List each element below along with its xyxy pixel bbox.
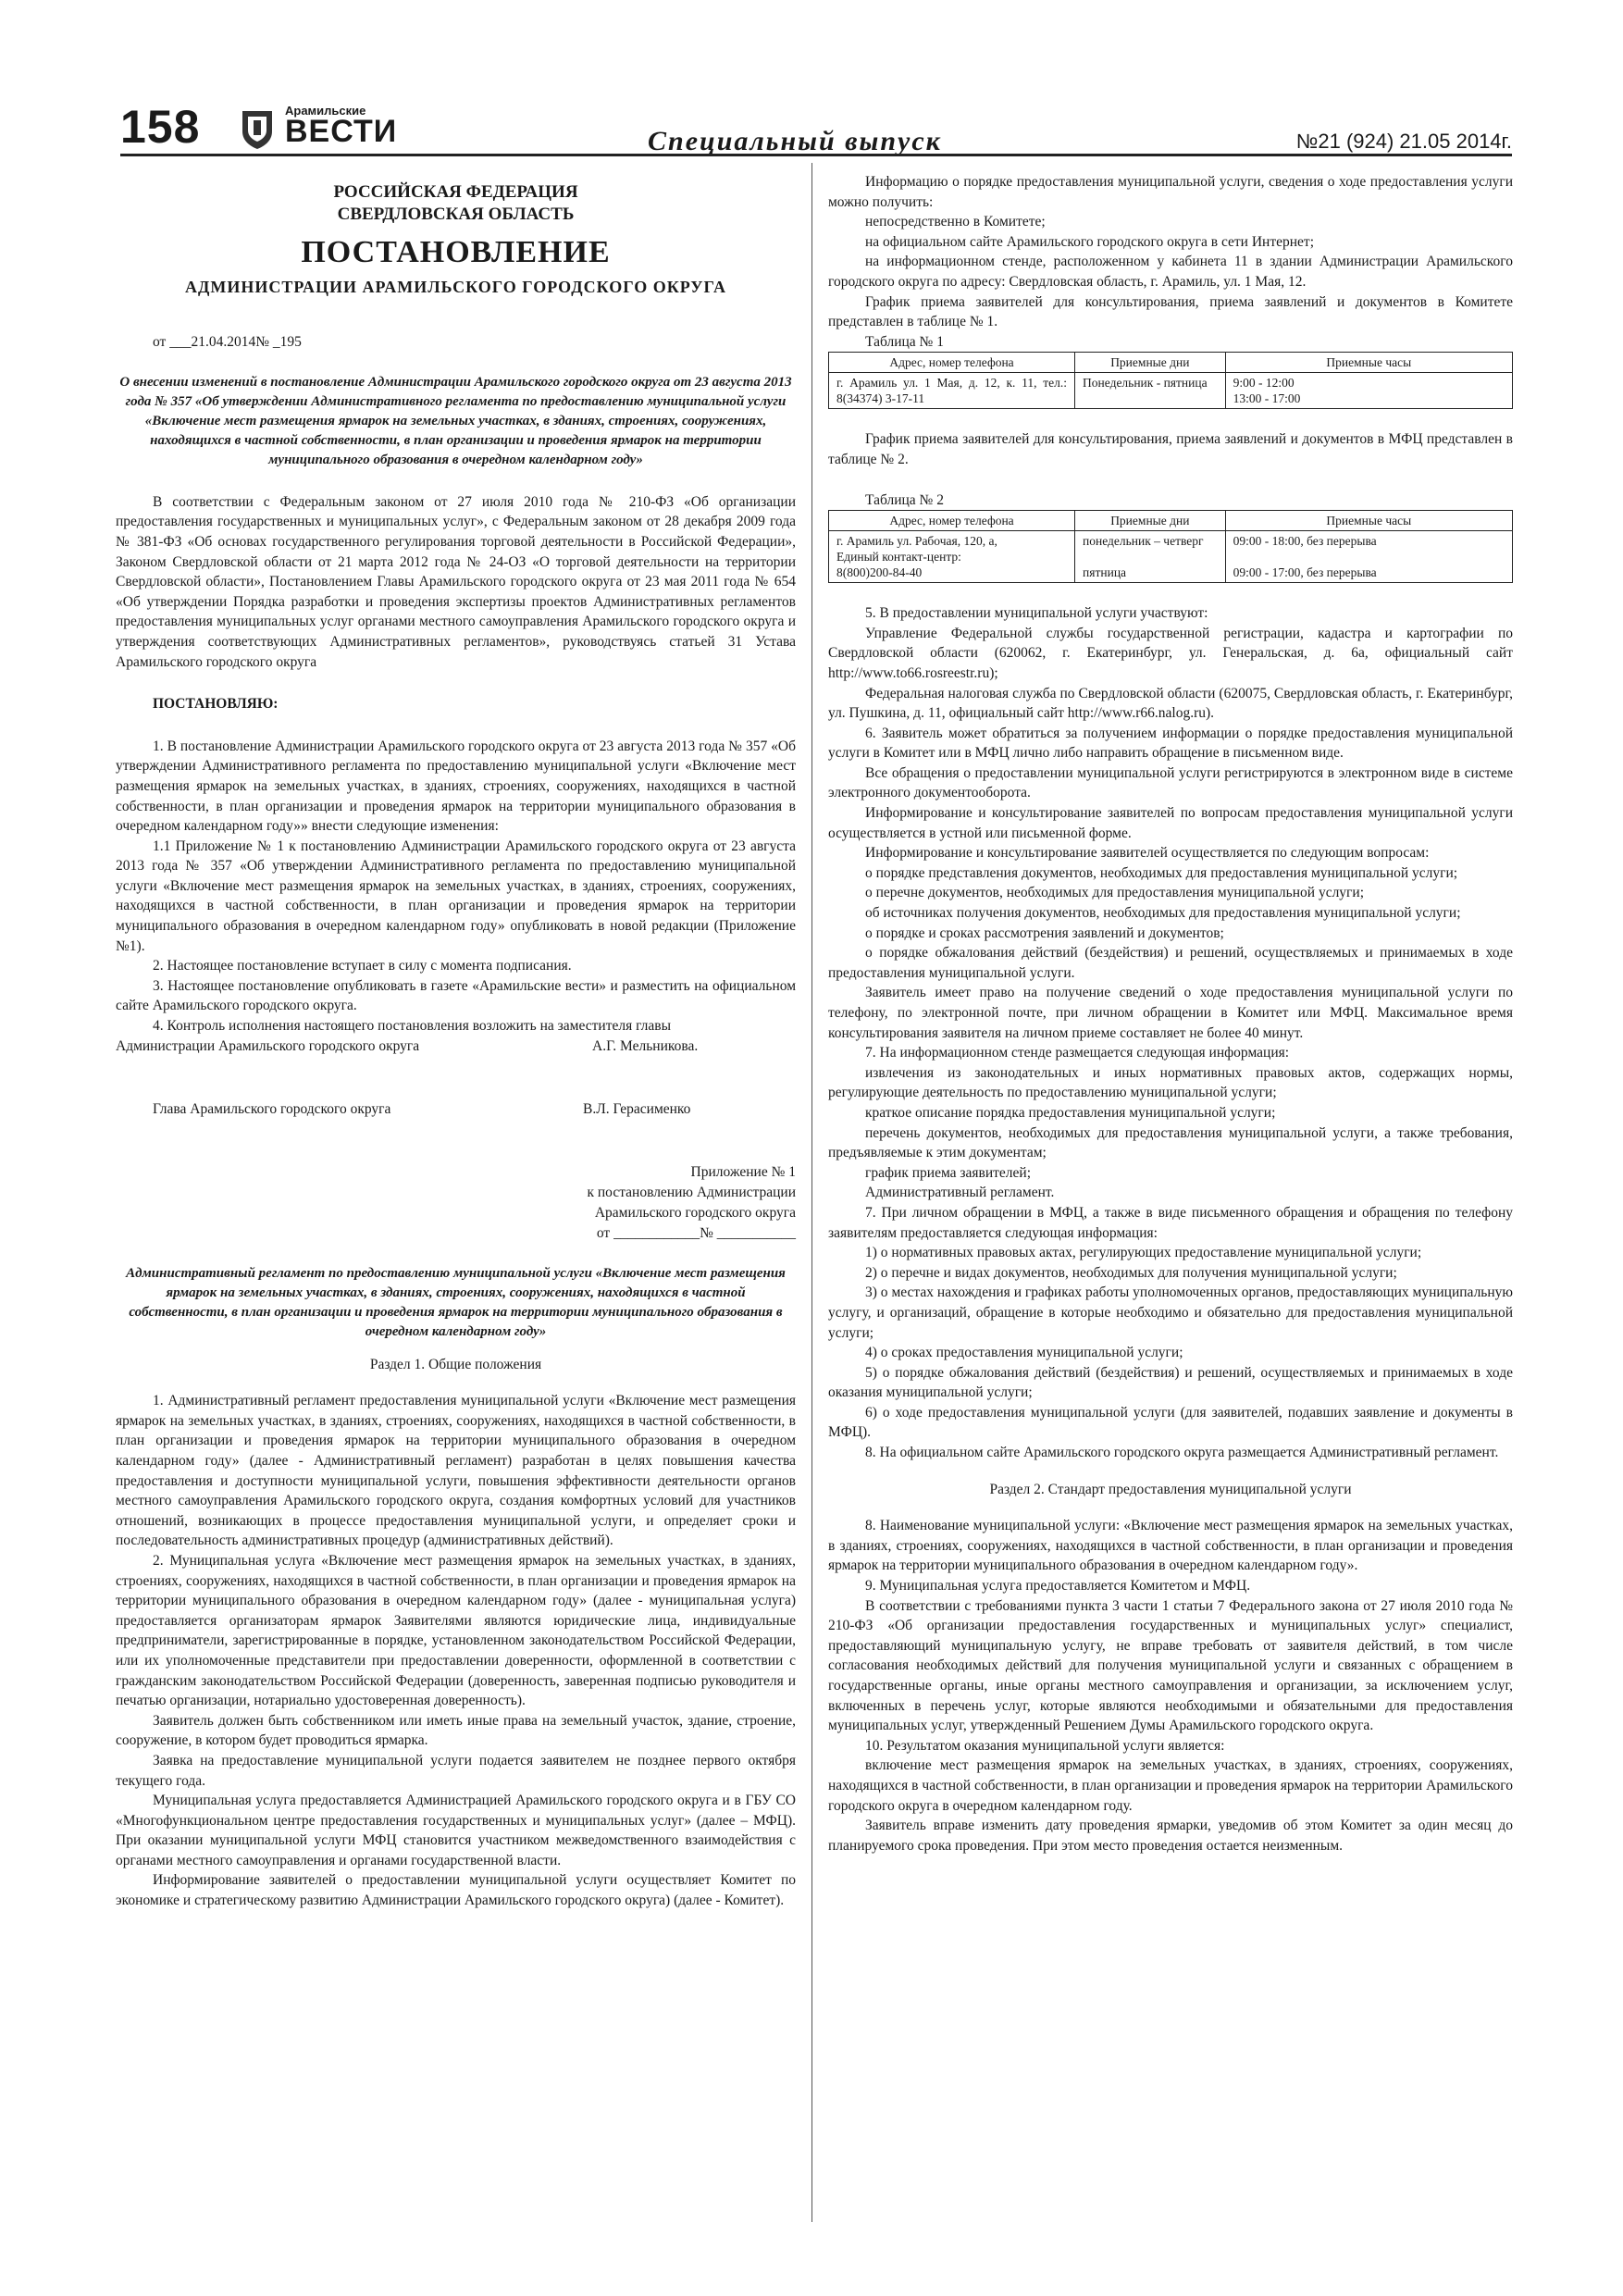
s1-paragraph-3: Заявитель должен быть собственником или иметь иные права на земельный участок, здание, строение, сооружение, в котором будет проводиться ярмарка.	[116, 1712, 796, 1749]
paragraph-1-1: 1.1 Приложение № 1 к постановлению Администрации Арамильского городского округа от 23 августа 2013 года № 357 «Об утверждении Административного регламента по предоставлению муниципальной услуги «Включение мест размещения ярмарок на земельных участках, в зданиях, строениях, сооружениях, находящихся в частной собственности, в план организации и проведения ярмарок на территории муниципального образования в очередном календарном году» опубликовать в новой редакции (Приложение №1).	[116, 838, 796, 954]
appendix-line-2: к постановлению Администрации	[587, 1184, 796, 1200]
decree-word: ПОСТАНОВЛЯЮ:	[153, 696, 279, 713]
table-1	[828, 352, 1513, 409]
head-name: В.Л. Герасименко	[583, 1100, 691, 1117]
table-1-header-row	[829, 353, 1513, 373]
r-paragraph-37: 10. Результатом оказания муниципальной услуги является:	[865, 1737, 1225, 1754]
r-paragraph-31: 5) о порядке обжалования действий (бездействия) и решений, осуществляемых и принимаемых в ходе оказания муниципальной услуги;	[828, 1364, 1513, 1401]
r-paragraph-13: Информирование и консультирование заявителей осуществляется по следующим вопросам:	[865, 845, 1430, 862]
r-paragraph-10: 6. Заявитель может обратиться за получением информации о порядке предоставления муниципальной услуги в Комитет или в МФЦ лично либо направить обращение в письменном виде.	[828, 725, 1513, 762]
hours-line: 09:00 - 17:00, без перерыва	[1233, 565, 1377, 580]
r-paragraph-35: 9. Муниципальная услуга предоставляется Комитетом и МФЦ.	[865, 1578, 1251, 1595]
deputy-name: А.Г. Мельникова.	[592, 1037, 699, 1054]
appendix-line-1: Приложение № 1	[690, 1163, 796, 1180]
country-heading: РОССИЙСКАЯ ФЕДЕРАЦИЯ	[333, 182, 578, 202]
appendix-line-4: от ____________№ ___________	[596, 1224, 796, 1241]
paragraph-3: 3. Настоящее постановление опубликовать в газете «Арамильские вести» и разместить на официальном сайте Арамильского городского округа.	[116, 977, 796, 1014]
s1-paragraph-1: 1. Административный регламент предоставления муниципальной услуги «Включение мест размещения ярмарок на земельных участках, в зданиях, строениях, сооружениях, находящихся в частной собственности, в план организации и проведения ярмарок на территории муниципального образования в очередном календарном году» (далее - Административный регламент) разработан в целях повышения качества предоставления и доступности муниципальной услуги, повышения эффективности деятельности органов местного самоуправления Арамильского городского округа, создания комфортных условий для участников отношений, возникающих в процессе предоставления муниципальной услуги, и определяет сроки и последовательность административных процедур (административных действий).	[116, 1393, 796, 1549]
table-2	[828, 510, 1513, 583]
days-line: понедельник – четверг	[1083, 534, 1204, 549]
table-cell: Приемные часы	[1225, 353, 1512, 373]
header-divider	[120, 154, 1512, 156]
r-paragraph-36: В соответствии с требованиями пункта 3 части 1 статьи 7 Федерального закона от 27 июля 2010 года № 210-ФЗ «Об организации предоставления государственных и муниципальных услуг» специалист, предоставляющий муниципальную услугу, не вправе требовать от заявителя действий, в том числе согласования необходимых действий для получения муниципальной услуги и связанных с обращением в государственные органы, иные органы местного самоуправления и организации, за исключением услуг, включенных в перечень услуг, которые являются необходимыми и обязательными для предоставления муниципальных услуг, утвержденный Решением Думы Арамильского городского округа.	[828, 1597, 1513, 1734]
table-2-header-row	[829, 511, 1513, 531]
r-paragraph-21: извлечения из законодательных и иных нормативных правовых актов, содержащих нормы, регулирующие деятельность по предоставлению муниципальной услуги;	[828, 1064, 1513, 1101]
table-1-caption: Таблица № 1	[865, 333, 944, 350]
table-cell	[1225, 373, 1512, 409]
r-paragraph-19: Заявитель имеет право на получение сведений о ходе предоставления муниципальной услуги по телефону, по электронной почте, при личном обращении в Комитет или МФЦ. Максимальное время консультирования заявителя на личном приеме составляет не более 40 минут.	[828, 985, 1513, 1041]
r-paragraph-4: на информационном стенде, расположенном у кабинета 11 в здании Администрации Арамильского городского округа по адресу: Свердловская область, г. Арамиль, ул. 1 Мая, 12.	[828, 254, 1513, 290]
r-paragraph-3: на официальном сайте Арамильского городского округа в сети Интернет;	[865, 233, 1315, 250]
r-paragraph-2: непосредственно в Комитете;	[865, 214, 1046, 230]
newspaper-logo	[239, 104, 401, 150]
days-line: пятница	[1083, 565, 1127, 580]
table-2-caption: Таблица № 2	[865, 491, 944, 508]
address-line: 8(800)200-84-40	[836, 565, 923, 580]
address-line: г. Арамиль ул. Рабочая, 120, а,	[836, 534, 997, 549]
r-paragraph-39: Заявитель вправе изменить дату проведения ярмарки, уведомив об этом Комитет за один месяц до планируемого срока проведения. При этом место проведения остается неизменным.	[828, 1818, 1513, 1854]
r-paragraph-32: 6) о ходе предоставления муниципальной услуги (для заявителей, подавших заявление и документы в МФЦ).	[828, 1404, 1513, 1441]
r-paragraph-5: График приема заявителей для консультирования, приема заявлений и документов в Комитете представлен в таблице № 1.	[828, 293, 1513, 330]
table-cell: г. Арамиль ул. 1 Мая, д. 12, к. 11, тел.: 8(34374) 3-17-11	[829, 373, 1075, 409]
table-row	[829, 373, 1513, 409]
section-1-heading: Раздел 1. Общие положения	[369, 1356, 542, 1372]
r-paragraph-34: 8. Наименование муниципальной услуги: «Включение мест размещения ярмарок на земельных участках, в зданиях, строениях, сооружениях, находящихся в частной собственности, в план организации и проведения ярмарок на территории муниципального образования в очередном календарном году».	[828, 1518, 1513, 1574]
r-paragraph-6: График приема заявителей для консультирования, приема заявлений и документов в МФЦ представлен в таблице № 2.	[828, 431, 1513, 467]
r-paragraph-1: Информацию о порядке предоставления муниципальной услуги, сведения о ходе предоставления услуги можно получить:	[828, 174, 1513, 210]
logo-title: ВЕСТИ	[285, 114, 398, 149]
region-heading: СВЕРДЛОВСКАЯ ОБЛАСТЬ	[337, 205, 575, 224]
r-paragraph-38: включение мест размещения ярмарок на земельных участках, в зданиях, строениях, сооружениях, находящихся в частной собственности, в план организации и проведения ярмарок на территории Арамильского городского округа в очередном календарном году.	[828, 1757, 1513, 1814]
r-paragraph-18: о порядке обжалования действий (бездействия) и решений, осуществляемых и принимаемых в ходе предоставления муниципальной услуги.	[828, 945, 1513, 981]
authority-heading: АДМИНИСТРАЦИИ АРАМИЛЬСКОГО ГОРОДСКОГО ОКРУГА	[184, 277, 727, 296]
issue-info: №21 (924) 21.05 2014г.	[1295, 130, 1512, 153]
document-type-heading: ПОСТАНОВЛЕНИЕ	[301, 235, 611, 269]
r-paragraph-15: о перечне документов, необходимых для предоставления муниципальной услуги;	[865, 885, 1365, 901]
r-paragraph-29: 3) о местах нахождения и графиках работы уполномоченных органов, предоставляющих муниципальную услугу, и организаций, обращение в которые необходимо и обязательно для предоставления муниципальной услуги;	[828, 1285, 1513, 1341]
r-paragraph-26: 7. При личном обращении в МФЦ, а также в виде письменного обращения и обращения по телефону заявителям предоставляется следующая информация:	[828, 1204, 1513, 1241]
paragraph-2: 2. Настоящее постановление вступает в силу с момента подписания.	[153, 958, 572, 974]
table-cell: Понедельник - пятница	[1075, 373, 1226, 409]
r-paragraph-7: 5. В предоставлении муниципальной услуги участвуют:	[865, 605, 1208, 622]
logo-subtitle: Арамильские	[285, 104, 366, 118]
regulation-title: Административный регламент по предоставлению муниципальной услуги «Включение мест размещения ярмарок на земельных участках, в зданиях, строениях, сооружениях, находящихся в частной собственности, в план организации и проведения ярмарок на территории муниципального образования в очередном календарном году»	[126, 1265, 786, 1339]
r-paragraph-25: Административный регламент.	[865, 1185, 1055, 1201]
r-paragraph-30: 4) о сроках предоставления муниципальной услуги;	[865, 1345, 1183, 1361]
table-cell: Приемные дни	[1075, 353, 1226, 373]
address-line: Единый контакт-центр:	[836, 550, 961, 565]
deputy-org: Администрации Арамильского городского округа	[116, 1037, 420, 1054]
right-column	[828, 172, 1513, 1855]
table-cell: Приемные часы	[1225, 511, 1512, 531]
table-cell	[829, 531, 1075, 583]
r-paragraph-16: об источниках получения документов, необходимых для предоставления муниципальной услуги;	[865, 905, 1461, 922]
hours-line: 13:00 - 17:00	[1233, 391, 1301, 406]
table-cell: Адрес, номер телефона	[829, 353, 1075, 373]
appendix-line-3: Арамильского городского округа	[594, 1204, 796, 1221]
r-paragraph-8: Управление Федеральной службы государственной регистрации, кадастра и картографии по Свердловской области (620062, г. Екатеринбург, ул. Генеральская, д. 6а, официальный сайт http://www.to66.rosreestr.ru);	[828, 625, 1513, 681]
special-issue-label: Специальный выпуск	[648, 126, 942, 156]
r-paragraph-12: Информирование и консультирование заявителей по вопросам предоставления муниципальной услуги осуществляется в устной или письменной форме.	[828, 805, 1513, 841]
appendix-block	[551, 1162, 796, 1244]
table-cell	[1225, 531, 1512, 583]
r-paragraph-28: 2) о перечне и видах документов, необходимых для получения муниципальной услуги;	[865, 1264, 1397, 1281]
deputy-signature-row	[116, 1036, 796, 1057]
r-paragraph-9: Федеральная налоговая служба по Свердловской области (620075, Свердловская область, г. Екатеринбург, ул. Пушкина, д. 11, официальный сайт http://www.r66.nalog.ru).	[828, 685, 1513, 722]
r-paragraph-27: 1) о нормативных правовых актах, регулирующих предоставление муниципальной услуги;	[865, 1245, 1422, 1261]
hours-line: 9:00 - 12:00	[1233, 376, 1295, 391]
head-signature-row	[116, 1099, 796, 1120]
preamble: В соответствии с Федеральным законом от 27 июля 2010 года № 210-ФЗ «Об организации предоставления государственных и муниципальных услуг», с Федеральным законом от 28 декабря 2009 года № 381-ФЗ «Об основах государственного регулирования торговой деятельности в Российской Федерации», Законом Свердловской области от 21 марта 2012 года № 24-ОЗ «О торговой деятельности на территории Свердловской области», Постановлением Главы Арамильского городского округа от 23 мая 2011 года № 654 «Об утверждении Порядка разработки и проведения экспертизы проектов Административных регламентов предоставления муниципальных услуг органами местного самоуправления Арамильского городского округа и утверждения соответствующих Административных регламентов», руководствуясь статьей 31 Устава Арамильского городского округа	[116, 493, 796, 670]
coat-of-arms-icon	[239, 107, 276, 150]
paragraph-1: 1. В постановление Администрации Арамильского городского округа от 23 августа 2013 года № 357 «Об утверждении Административного регламента по предоставлению муниципальной услуги «Включение мест размещения ярмарок на земельных участках, в зданиях, строениях, сооружениях, находящихся в частной собственности, в план организации и проведения ярмарок на территории муниципального образования в очередном календарном году»» внести следующие изменения:	[116, 738, 796, 835]
r-paragraph-14: о порядке представления документов, необходимых для предоставления муниципальной услуги;	[865, 864, 1458, 881]
s1-paragraph-6: Информирование заявителей о предоставлении муниципальной услуги осуществляет Комитет по экономике и стратегическому развитию Администрации Арамильского городского округа) (далее - Комитет).	[116, 1872, 796, 1909]
r-paragraph-17: о порядке и сроках рассмотрения заявлений и документов;	[865, 925, 1224, 941]
table-cell	[1075, 531, 1226, 583]
s1-paragraph-2: 2. Муниципальная услуга «Включение мест размещения ярмарок на земельных участках, в зданиях, строениях, сооружениях, находящихся в частной собственности, в план организации и проведения ярмарок на территории муниципального образования в очередном календарном году» (далее - муниципальная услуга) предоставляется организаторам ярмарок Заявителями являются юридические лица, индивидуальные предприниматели, зарегистрированные в порядке, установленном законодательством Российской Федерации, или их уполномоченные представители при предоставлении доверенности, оформленной в соответствии с гражданским законодательством Российской Федерации (доверенность, заверенная подписью руководителя и печатью организации, нотариально удостоверенная доверенность).	[116, 1552, 796, 1709]
r-paragraph-23: перечень документов, необходимых для предоставления муниципальной услуги, а также требования, предъявляемые к этим документам;	[828, 1124, 1513, 1161]
decree-subject: О внесении изменений в постановление Администрации Арамильского городского округа от 23 августа 2013 года № 357 «Об утверждении Административного регламента по предоставлению муниципальной услуги «Включение мест размещения ярмарок на земельных участках, в зданиях, строениях, сооружениях, находящихся в частной собственности, в план организации и проведения ярмарок на территории муниципального образования в очередном календарном году»	[119, 374, 792, 467]
page-number: 158	[120, 101, 201, 153]
table-row	[829, 531, 1513, 583]
r-paragraph-11: Все обращения о предоставлении муниципальной услуги регистрируются в электронном виде в системе электронного документооборота.	[828, 764, 1513, 801]
hours-line: 09:00 - 18:00, без перерыва	[1233, 534, 1377, 549]
r-paragraph-20: 7. На информационном стенде размещается следующая информация:	[865, 1045, 1290, 1061]
r-paragraph-33: 8. На официальном сайте Арамильского городского округа размещается Административный регламент.	[865, 1445, 1499, 1461]
s1-paragraph-5: Муниципальная услуга предоставляется Администрацией Арамильского городского округа и в ГБУ СО «Многофункциональном центре предоставления государственных и муниципальных услуг» (далее – МФЦ). При оказании муниципальной услуги МФЦ становится участником межведомственного взаимодействия с органами местного самоуправления и органами государственной власти.	[116, 1793, 796, 1868]
r-paragraph-22: краткое описание порядка предоставления муниципальной услуги;	[865, 1104, 1276, 1121]
section-2-heading: Раздел 2. Стандарт предоставления муниципальной услуги	[989, 1481, 1352, 1497]
left-column	[116, 181, 796, 1911]
paragraph-4: 4. Контроль исполнения настоящего постановления возложить на заместителя главы	[153, 1018, 671, 1035]
table-cell: Приемные дни	[1075, 511, 1226, 531]
head-title: Глава Арамильского городского округа	[153, 1100, 391, 1117]
table-cell: Адрес, номер телефона	[829, 511, 1075, 531]
date-line: от ___21.04.2014№ _195	[153, 334, 302, 351]
s1-paragraph-4: Заявка на предоставление муниципальной услуги подается заявителем не позднее первого октября текущего года.	[116, 1752, 796, 1789]
r-paragraph-24: график приема заявителей;	[865, 1164, 1032, 1181]
